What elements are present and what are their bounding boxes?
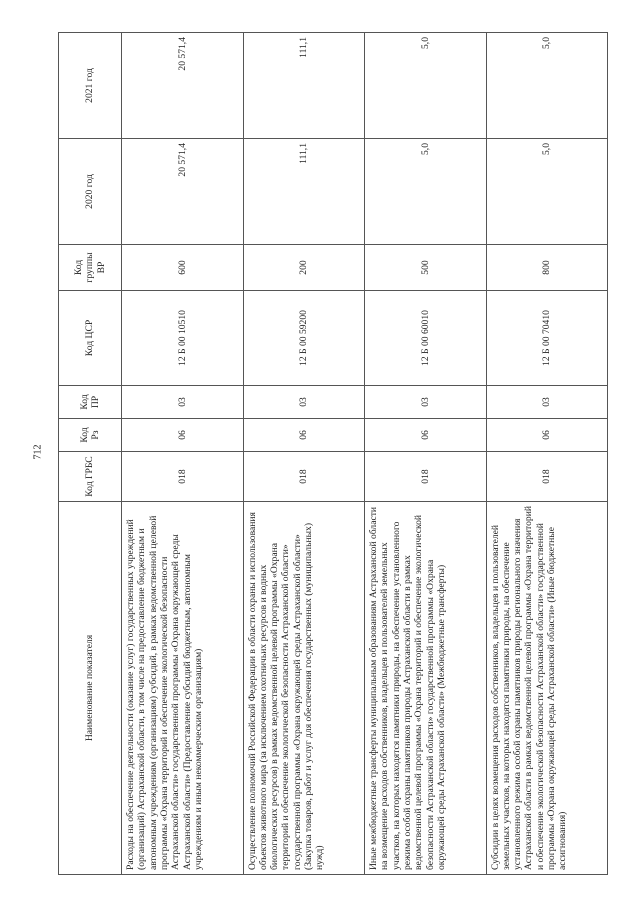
row-name: Иные межбюджетные трансферты муниципальным образованиям Астраханской области на возмещение расходов собственников, владельцев и пользователей земельных участков, на которых находятся памятники природы, на обеспечение установленного режима особой охраны памятников природы Астраханской области в рамках ведомственной целевой программы «Охрана территорий и обеспечение экологической безопасности Астраханской области» государственной программы «Охрана окружающей среды Астраханской области» (Межбюджетные трансферты) <box>365 502 487 875</box>
row-2021: 111,1 <box>243 33 365 139</box>
row-rz: 06 <box>122 419 244 452</box>
header-pr: Код ПР <box>59 386 122 419</box>
row-2021: 20 571,4 <box>122 33 244 139</box>
row-csr: 12 Б 00 10510 <box>122 291 244 386</box>
header-rz: Код Рз <box>59 419 122 452</box>
row-2021: 5,0 <box>365 33 487 139</box>
row-rz: 06 <box>243 419 365 452</box>
header-grbs: Код ГРБС <box>59 452 122 502</box>
header-name: Наименование показателя <box>59 502 122 875</box>
row-name: Расходы на обеспечение деятельности (оказание услуг) государственных учреждений (организаций) Астраханской области, в том числе на предоставление бюджетным и автономным учреждениям (организациям) субсидий, в рамках ведомственной целевой программы «Охрана территорий и обеспечение экологической безопасности Астраханской области» государственной программы «Охрана окружающей среды Астраханской области» (Предоставление субсидий бюджетным, автономным учреждениям и иным некоммерческим организациям) <box>122 502 244 875</box>
header-2021: 2021 год <box>59 33 122 139</box>
table-row <box>365 33 487 875</box>
row-rz: 06 <box>365 419 487 452</box>
table-row <box>486 33 608 875</box>
row-2021: 5,0 <box>486 33 608 139</box>
row-vr: 600 <box>122 245 244 291</box>
row-vr: 500 <box>365 245 487 291</box>
row-csr: 12 Б 00 59200 <box>243 291 365 386</box>
rotated-page-area <box>58 33 608 875</box>
header-csr: Код ЦСР <box>59 291 122 386</box>
header-2020: 2020 год <box>59 139 122 245</box>
header-vr: Код группы ВР <box>59 245 122 291</box>
row-grbs: 018 <box>486 452 608 502</box>
row-pr: 03 <box>243 386 365 419</box>
table-row <box>243 33 365 875</box>
row-vr: 200 <box>243 245 365 291</box>
row-grbs: 018 <box>122 452 244 502</box>
row-name: Осуществление полномочий Российской Федерации в области охраны и использования объектов животного мира (за исключением охотничьих ресурсов и водных биологических ресурсов) в рамках ведомственной целевой программы «Охрана территорий и обеспечение экологической безопасности Астраханской области» государственной программы «Охрана окружающей среды Астраханской области» (Закупка товаров, работ и услуг для обеспечения государственных (муниципальных) нужд) <box>243 502 365 875</box>
table-header-row <box>59 33 122 875</box>
row-2020: 5,0 <box>486 139 608 245</box>
row-vr: 800 <box>486 245 608 291</box>
row-pr: 03 <box>122 386 244 419</box>
row-csr: 12 Б 00 70410 <box>486 291 608 386</box>
row-rz: 06 <box>486 419 608 452</box>
budget-table-container <box>58 33 608 875</box>
row-csr: 12 Б 00 60010 <box>365 291 487 386</box>
row-pr: 03 <box>365 386 487 419</box>
table-row <box>122 33 244 875</box>
row-2020: 111,1 <box>243 139 365 245</box>
budget-table <box>58 32 608 875</box>
row-name: Субсидии в целях возмещения расходов собственников, владельцев и пользователей земельных участков, на которых находятся памятники природы, на обеспечение установленного режима особой охраны памятников природы регионального значения Астраханской области в рамках ведомственной целевой программы «Охрана территорий и обеспечение экологической безопасности Астраханской области» государственной программы «Охрана окружающей среды Астраханской области» (Иные бюджетные ассигнования) <box>486 502 608 875</box>
row-2020: 5,0 <box>365 139 487 245</box>
row-pr: 03 <box>486 386 608 419</box>
row-grbs: 018 <box>365 452 487 502</box>
page-number: 712 <box>32 444 44 460</box>
row-2020: 20 571,4 <box>122 139 244 245</box>
row-grbs: 018 <box>243 452 365 502</box>
